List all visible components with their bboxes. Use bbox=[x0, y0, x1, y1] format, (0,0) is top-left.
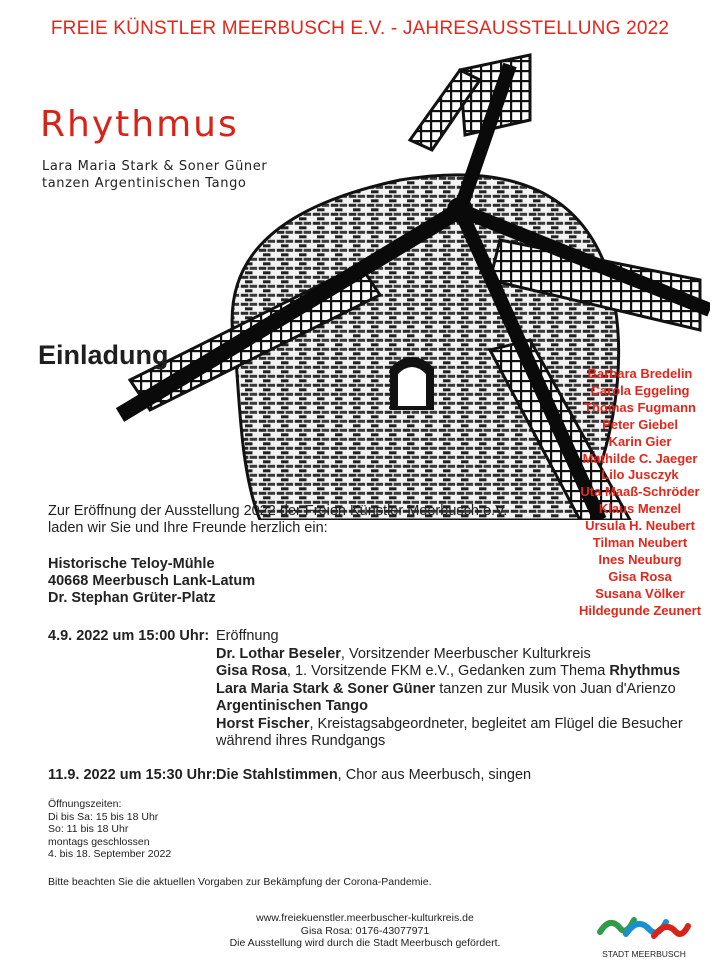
footer bbox=[180, 912, 550, 950]
artist-name: Klaus Menzel bbox=[598, 501, 682, 517]
performance-subtitle-line1: Lara Maria Stark & Soner Güner bbox=[42, 159, 268, 174]
artist-name: Uta Maaß-Schröder bbox=[580, 484, 700, 500]
program-choir: Die Stahlstimmen, Chor aus Meerbusch, singen bbox=[216, 767, 532, 783]
invitation-heading: Einladung bbox=[38, 340, 169, 370]
hours-line: So: 11 bis 18 Uhr bbox=[48, 823, 129, 835]
hours-line: Di bis Sa: 15 bis 18 Uhr bbox=[48, 810, 159, 823]
sponsor-note: Die Ausstellung wird durch die Stadt Meerbusch gefördert. bbox=[229, 937, 501, 949]
stadt-meerbusch-logo bbox=[596, 910, 692, 962]
program-speaker-2: Gisa Rosa, 1. Vorsitzende FKM e.V., Gedanken zum Thema Rhythmus bbox=[216, 663, 681, 679]
program-dancers: Lara Maria Stark & Soner Güner tanzen zur Musik von Juan d'Arienzo bbox=[216, 680, 676, 697]
program-dance-style: Argentinischen Tango bbox=[216, 698, 368, 714]
program-date-2: 11.9. 2022 um 15:30 Uhr: bbox=[48, 767, 217, 783]
hours-label: Öffnungszeiten: bbox=[48, 798, 122, 810]
program-date-1: 4.9. 2022 um 15:00 Uhr: bbox=[48, 628, 210, 644]
program-pianist: Horst Fischer, Kreistagsabgeordneter, begleitet am Flügel die Besucher bbox=[216, 715, 683, 732]
website-link[interactable]: www.freiekuenstler.meerbuscher-kulturkreis.de bbox=[256, 912, 474, 924]
performance-subtitle bbox=[42, 158, 267, 192]
exhibition-title: FREIE KÜNSTLER MEERBUSCH E.V. - JAHRESAUSSTELLUNG 2022 bbox=[50, 18, 670, 39]
artist-name: Gisa Rosa bbox=[608, 568, 672, 584]
artist-name: Mathilde C. Jaeger bbox=[582, 450, 698, 466]
artist-name: Ursula H. Neubert bbox=[585, 518, 695, 534]
artist-name: Tilman Neubert bbox=[592, 535, 688, 551]
program-opening: Eröffnung bbox=[216, 628, 279, 644]
hours-line: montags geschlossen bbox=[48, 835, 150, 848]
invitation-intro bbox=[48, 503, 507, 537]
program-speaker-1: Dr. Lothar Beseler, Vorsitzender Meerbuscher Kulturkreis bbox=[216, 645, 591, 662]
artist-name: Lilo Jusczyk bbox=[601, 467, 679, 483]
artist-name: Karin Gier bbox=[608, 433, 672, 449]
program-details-1 bbox=[216, 628, 696, 751]
artist-name: Peter Giebel bbox=[602, 416, 678, 432]
artist-name: Hildegunde Zeunert bbox=[578, 602, 702, 618]
artist-name: Ines Neuburg bbox=[598, 551, 682, 567]
intro-line: laden wir Sie und Ihre Freunde herzlich ein: bbox=[48, 520, 328, 536]
artist-name: Thomas Fugmann bbox=[584, 399, 696, 415]
venue-line: 40668 Meerbusch Lank-Latum bbox=[48, 573, 256, 589]
venue-line: Historische Teloy-Mühle bbox=[48, 556, 215, 572]
performance-title: Rhythmus bbox=[40, 104, 239, 145]
performance-subtitle-line2: tanzen Argentinischen Tango bbox=[42, 176, 247, 191]
logo-text: STADT MEERBUSCH bbox=[602, 949, 686, 959]
venue-address bbox=[48, 556, 255, 607]
artist-name: Carola Eggeling bbox=[590, 382, 690, 398]
hours-line: 4. bis 18. September 2022 bbox=[48, 848, 172, 860]
opening-hours bbox=[48, 798, 171, 861]
corona-notice: Bitte beachten Sie die aktuellen Vorgaben zur Bekämpfung der Corona-Pandemie. bbox=[48, 876, 432, 888]
intro-line: Zur Eröffnung der Ausstellung 2022 der Freien Künstler Meerbusch e.V. bbox=[48, 503, 508, 519]
artist-list bbox=[560, 366, 720, 620]
program-pianist-line2: während ihres Rundgangs bbox=[216, 733, 386, 749]
contact-phone: Gisa Rosa: 0176-43077971 bbox=[300, 924, 430, 937]
artist-name: Barbara Bredelin bbox=[587, 366, 693, 381]
venue-line: Dr. Stephan Grüter-Platz bbox=[48, 590, 216, 606]
artist-name: Susana Völker bbox=[595, 585, 685, 601]
